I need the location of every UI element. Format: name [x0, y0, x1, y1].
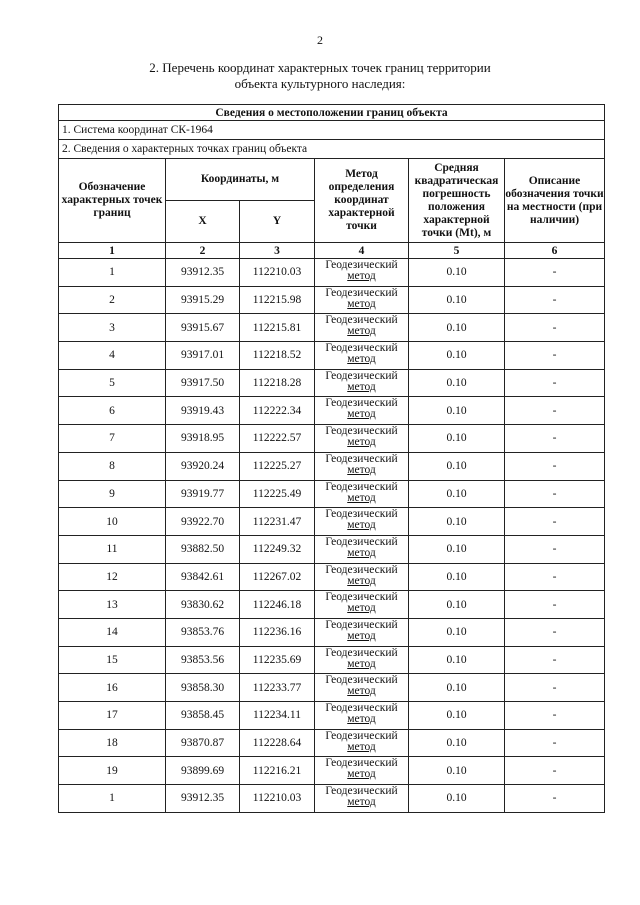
method-line-2: метод [347, 491, 376, 504]
method-cell [315, 591, 409, 619]
method-cell [315, 535, 409, 563]
section-header: Сведения о местоположении границ объекта [59, 105, 605, 121]
method-line-1: Геодезический [325, 314, 398, 327]
error-value: 0.10 [409, 757, 505, 785]
point-number: 13 [59, 591, 166, 619]
method-line-1: Геодезический [325, 259, 398, 271]
error-value: 0.10 [409, 646, 505, 674]
method-line-2: метод [347, 270, 376, 282]
error-value: 0.10 [409, 563, 505, 591]
column-number: 6 [505, 243, 605, 259]
method-cell [315, 452, 409, 480]
method-line-1: Геодезический [325, 508, 398, 521]
coord-x: 93830.62 [166, 591, 240, 619]
error-value: 0.10 [409, 314, 505, 342]
error-value: 0.10 [409, 452, 505, 480]
method-line-2: метод [347, 574, 376, 587]
table-row [59, 535, 605, 563]
method-cell [315, 425, 409, 453]
table-row [59, 646, 605, 674]
description-value: - [505, 646, 605, 674]
table-row [59, 314, 605, 342]
table-row [59, 452, 605, 480]
coord-y: 112225.49 [240, 480, 315, 508]
coord-x: 93919.77 [166, 480, 240, 508]
table-row [59, 425, 605, 453]
coord-y: 112225.27 [240, 452, 315, 480]
table-row [59, 757, 605, 785]
error-value: 0.10 [409, 342, 505, 370]
error-value: 0.10 [409, 535, 505, 563]
point-number: 5 [59, 369, 166, 397]
method-line-2: метод [347, 353, 376, 366]
description-value: - [505, 563, 605, 591]
error-value: 0.10 [409, 785, 505, 813]
error-value: 0.10 [409, 425, 505, 453]
method-line-1: Геодезический [325, 702, 398, 714]
method-line-1: Геодезический [325, 785, 398, 798]
coord-x: 93918.95 [166, 425, 240, 453]
description-value: - [505, 425, 605, 453]
point-number: 7 [59, 425, 166, 453]
description-value: - [505, 591, 605, 619]
method-cell [315, 785, 409, 813]
table-row [59, 480, 605, 508]
method-line-1: Геодезический [325, 452, 398, 465]
method-line-2: метод [347, 380, 376, 393]
method-line-2: метод [347, 519, 376, 532]
method-cell [315, 702, 409, 730]
method-line-1: Геодезический [325, 646, 398, 659]
coord-x: 93853.76 [166, 618, 240, 646]
description-value: - [505, 702, 605, 730]
coord-y: 112218.52 [240, 342, 315, 370]
method-cell [315, 342, 409, 370]
error-value: 0.10 [409, 480, 505, 508]
description-value: - [505, 674, 605, 702]
description-value: - [505, 535, 605, 563]
table-row [59, 397, 605, 425]
description-value: - [505, 480, 605, 508]
description-value: - [505, 452, 605, 480]
method-cell [315, 508, 409, 536]
point-number: 11 [59, 535, 166, 563]
point-number: 2 [59, 286, 166, 314]
header-method: Метод определения координат характерной точки [315, 159, 409, 243]
table-row [59, 729, 605, 757]
coord-x: 93899.69 [166, 757, 240, 785]
coord-y: 112249.32 [240, 535, 315, 563]
coord-x: 93915.67 [166, 314, 240, 342]
table-row [59, 259, 605, 287]
coord-x: 93882.50 [166, 535, 240, 563]
method-cell [315, 646, 409, 674]
table-row [59, 618, 605, 646]
method-line-1: Геодезический [325, 342, 398, 355]
coord-y: 112228.64 [240, 729, 315, 757]
error-value: 0.10 [409, 286, 505, 314]
points-info-row: 2. Сведения о характерных точках границ объекта [59, 140, 605, 159]
coord-y: 112210.03 [240, 259, 315, 287]
method-line-1: Геодезический [325, 425, 398, 438]
method-line-2: метод [347, 685, 376, 698]
coord-x: 93858.30 [166, 674, 240, 702]
point-number: 6 [59, 397, 166, 425]
method-cell [315, 480, 409, 508]
title-line-1: 2. Перечень координат характерных точек границ территории [149, 60, 491, 75]
method-line-2: метод [347, 463, 376, 476]
method-line-2: метод [347, 796, 376, 809]
description-value: - [505, 314, 605, 342]
error-value: 0.10 [409, 369, 505, 397]
method-line-1: Геодезический [325, 535, 398, 548]
coord-x: 93853.56 [166, 646, 240, 674]
table-row [59, 785, 605, 813]
method-line-2: метод [347, 325, 376, 338]
point-number: 10 [59, 508, 166, 536]
point-number: 14 [59, 618, 166, 646]
coord-x: 93920.24 [166, 452, 240, 480]
header-y: Y [240, 201, 315, 243]
coord-x: 93922.70 [166, 508, 240, 536]
header-point-designation: Обозначение характерных точек границ [59, 159, 166, 243]
coord-y: 112218.28 [240, 369, 315, 397]
method-line-1: Геодезический [325, 286, 398, 299]
error-value: 0.10 [409, 618, 505, 646]
method-line-2: метод [347, 740, 376, 753]
coordinate-system-row: 1. Система координат СК-1964 [59, 121, 605, 140]
description-value: - [505, 785, 605, 813]
column-number: 1 [59, 243, 166, 259]
description-value: - [505, 618, 605, 646]
method-line-1: Геодезический [325, 674, 398, 687]
method-line-1: Геодезический [325, 563, 398, 576]
header-error: Средняя квадратическая погрешность положения характерной точки (Mt), м [409, 159, 505, 243]
method-line-2: метод [347, 657, 376, 670]
coord-x: 93842.61 [166, 563, 240, 591]
description-value: - [505, 369, 605, 397]
method-cell [315, 674, 409, 702]
coord-x: 93915.29 [166, 286, 240, 314]
coord-y: 112231.47 [240, 508, 315, 536]
description-value: - [505, 259, 605, 287]
method-cell [315, 286, 409, 314]
point-number: 8 [59, 452, 166, 480]
description-value: - [505, 757, 605, 785]
point-number: 15 [59, 646, 166, 674]
method-line-1: Геодезический [325, 480, 398, 493]
method-line-2: метод [347, 713, 376, 725]
table-row [59, 342, 605, 370]
coord-y: 112235.69 [240, 646, 315, 674]
column-number: 5 [409, 243, 505, 259]
coord-y: 112234.11 [240, 702, 315, 730]
method-cell [315, 757, 409, 785]
table-row [59, 702, 605, 730]
error-value: 0.10 [409, 702, 505, 730]
table-row [59, 369, 605, 397]
coord-y: 112216.21 [240, 757, 315, 785]
table-row [59, 591, 605, 619]
method-line-2: метод [347, 629, 376, 642]
coord-y: 112215.81 [240, 314, 315, 342]
method-line-1: Геодезический [325, 757, 398, 770]
method-line-1: Геодезический [325, 397, 398, 410]
page-number: 2 [317, 33, 323, 47]
coord-y: 112215.98 [240, 286, 315, 314]
coord-x: 93858.45 [166, 702, 240, 730]
table-row [59, 563, 605, 591]
coord-x: 93912.35 [166, 259, 240, 287]
table-row [59, 508, 605, 536]
method-line-2: метод [347, 768, 376, 781]
point-number: 1 [59, 259, 166, 287]
description-value: - [505, 342, 605, 370]
coord-y: 112210.03 [240, 785, 315, 813]
method-line-1: Геодезический [325, 591, 398, 604]
coord-x: 93919.43 [166, 397, 240, 425]
point-number: 9 [59, 480, 166, 508]
method-line-1: Геодезический [325, 618, 398, 631]
column-number: 4 [315, 243, 409, 259]
header-x: X [166, 201, 240, 243]
error-value: 0.10 [409, 729, 505, 757]
error-value: 0.10 [409, 674, 505, 702]
method-line-2: метод [347, 602, 376, 615]
method-cell [315, 729, 409, 757]
coord-y: 112246.18 [240, 591, 315, 619]
coord-y: 112236.16 [240, 618, 315, 646]
error-value: 0.10 [409, 508, 505, 536]
method-cell [315, 314, 409, 342]
method-line-2: метод [347, 546, 376, 559]
column-number: 3 [240, 243, 315, 259]
coord-x: 93917.50 [166, 369, 240, 397]
description-value: - [505, 508, 605, 536]
table-row [59, 674, 605, 702]
method-cell [315, 563, 409, 591]
method-line-1: Геодезический [325, 729, 398, 742]
header-description: Описание обозначения точки на местности (при наличии) [505, 159, 605, 243]
coord-x: 93917.01 [166, 342, 240, 370]
document-title [0, 60, 640, 92]
error-value: 0.10 [409, 259, 505, 287]
point-number: 3 [59, 314, 166, 342]
title-line-2: объекта культурного наследия: [234, 76, 406, 91]
method-line-2: метод [347, 436, 376, 449]
coord-y: 112222.57 [240, 425, 315, 453]
point-number: 17 [59, 702, 166, 730]
point-number: 18 [59, 729, 166, 757]
method-line-2: метод [347, 297, 376, 310]
table-row [59, 286, 605, 314]
method-cell [315, 397, 409, 425]
point-number: 4 [59, 342, 166, 370]
method-line-2: метод [347, 408, 376, 421]
coord-y: 112233.77 [240, 674, 315, 702]
description-value: - [505, 286, 605, 314]
header-coordinates: Координаты, м [166, 159, 315, 201]
method-cell [315, 259, 409, 287]
point-number: 12 [59, 563, 166, 591]
point-number: 19 [59, 757, 166, 785]
coord-x: 93912.35 [166, 785, 240, 813]
description-value: - [505, 729, 605, 757]
column-number: 2 [166, 243, 240, 259]
method-line-1: Геодезический [325, 369, 398, 382]
coord-y: 112222.34 [240, 397, 315, 425]
coord-x: 93870.87 [166, 729, 240, 757]
description-value: - [505, 397, 605, 425]
point-number: 16 [59, 674, 166, 702]
point-number: 1 [59, 785, 166, 813]
coordinates-table [58, 104, 605, 813]
coord-y: 112267.02 [240, 563, 315, 591]
error-value: 0.10 [409, 591, 505, 619]
method-cell [315, 369, 409, 397]
error-value: 0.10 [409, 397, 505, 425]
method-cell [315, 618, 409, 646]
